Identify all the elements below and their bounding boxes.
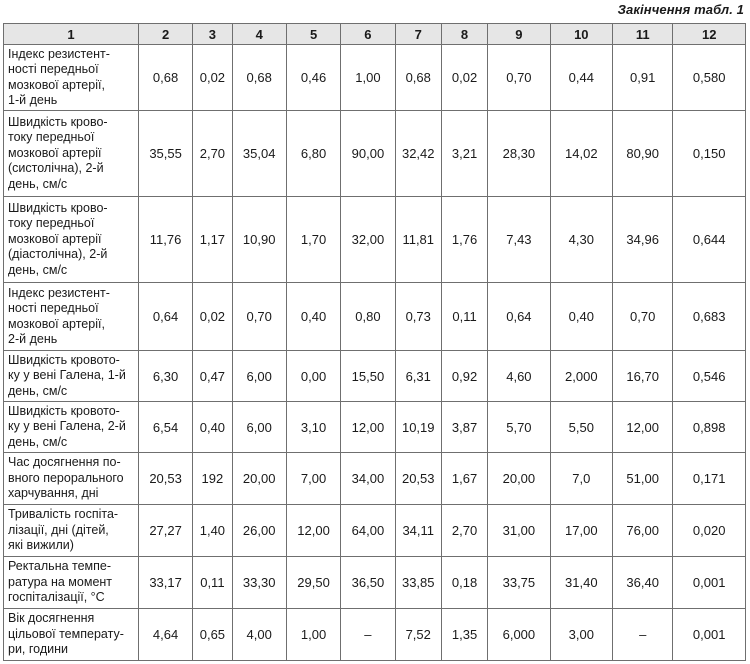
table-cell: 2,000 [550,351,612,402]
table-cell: 0,70 [613,283,673,351]
table-row [4,45,746,111]
table-cell: 0,68 [232,45,286,111]
column-header: 10 [550,24,612,45]
column-header: 4 [232,24,286,45]
table-cell: 16,70 [613,351,673,402]
table-cell: 4,00 [232,609,286,661]
table-cell: 7,43 [488,197,550,283]
table-cell: 1,00 [286,609,340,661]
table-cell: 0,40 [550,283,612,351]
table-cell: 0,73 [395,283,441,351]
table-cell: 7,00 [286,453,340,505]
table-cell: 12,00 [613,402,673,453]
column-header: 7 [395,24,441,45]
table-cell: 5,50 [550,402,612,453]
row-label: Індекс резистент- ності передньої мозкової артерії, 1-й день [4,45,139,111]
table-cell: 0,70 [488,45,550,111]
table-cell: 0,68 [395,45,441,111]
data-table [3,23,746,661]
table-cell: 0,64 [488,283,550,351]
table-cell: 0,91 [613,45,673,111]
table-cell: 29,50 [286,557,340,609]
table-cell: 6,80 [286,111,340,197]
table-cell: 4,30 [550,197,612,283]
table-cell: 0,546 [673,351,746,402]
table-cell: 27,27 [138,505,192,557]
table-cell: 2,70 [193,111,232,197]
table-cell: 34,96 [613,197,673,283]
row-label: Час досягнення по- вного перорального харчування, дні [4,453,139,505]
column-header: 1 [4,24,139,45]
table-cell: 0,898 [673,402,746,453]
table-cell: 31,00 [488,505,550,557]
table-cell: 3,00 [550,609,612,661]
table-cell: 0,46 [286,45,340,111]
table-cell: 0,001 [673,557,746,609]
table-cell: 3,87 [441,402,487,453]
table-cell: 7,52 [395,609,441,661]
table-cell: 36,40 [613,557,673,609]
row-label: Швидкість кровото- ку у вені Галена, 1-й день, см/с [4,351,139,402]
table-cell: 33,75 [488,557,550,609]
table-row [4,197,746,283]
table-cell: 1,40 [193,505,232,557]
table-cell: 0,65 [193,609,232,661]
table-cell: 33,17 [138,557,192,609]
row-label: Ректальна темпе- ратура на момент госпіталізації, °С [4,557,139,609]
table-cell: 20,00 [232,453,286,505]
table-cell: 33,85 [395,557,441,609]
table-cell: 4,64 [138,609,192,661]
table-cell: 7,0 [550,453,612,505]
table-cell: 3,10 [286,402,340,453]
row-label: Тривалість госпіта- лізації, дні (дітей, які вижили) [4,505,139,557]
table-cell: 5,70 [488,402,550,453]
table-cell: 80,90 [613,111,673,197]
table-cell: 32,00 [341,197,395,283]
table-row [4,111,746,197]
table-cell: 0,11 [193,557,232,609]
table-cell: 20,53 [395,453,441,505]
table-cell: 11,76 [138,197,192,283]
table-cell: 64,00 [341,505,395,557]
table-cell: 35,04 [232,111,286,197]
table-cell: – [613,609,673,661]
table-row [4,402,746,453]
table-cell: 76,00 [613,505,673,557]
table-cell: 10,19 [395,402,441,453]
table-cell: 0,02 [193,45,232,111]
table-cell: 0,44 [550,45,612,111]
table-cell: 11,81 [395,197,441,283]
table-cell: 32,42 [395,111,441,197]
row-label: Швидкість крово- току передньої мозкової артерії (систолічна), 2-й день, см/с [4,111,139,197]
table-cell: 51,00 [613,453,673,505]
table-cell: 6,54 [138,402,192,453]
table-cell: 192 [193,453,232,505]
table-cell: 15,50 [341,351,395,402]
table-cell: 10,90 [232,197,286,283]
table-cell: 1,35 [441,609,487,661]
table-cell: 1,67 [441,453,487,505]
column-header: 3 [193,24,232,45]
column-header: 8 [441,24,487,45]
table-cell: 6,30 [138,351,192,402]
table-row [4,609,746,661]
table-cell: 0,92 [441,351,487,402]
table-cell: 20,00 [488,453,550,505]
table-cell: 3,21 [441,111,487,197]
column-header: 12 [673,24,746,45]
column-header: 2 [138,24,192,45]
table-cell: 31,40 [550,557,612,609]
table-cell: 1,76 [441,197,487,283]
table-cell: 34,00 [341,453,395,505]
table-cell: – [341,609,395,661]
table-row [4,283,746,351]
table-cell: 6,00 [232,402,286,453]
table-cell: 2,70 [441,505,487,557]
table-cell: 0,171 [673,453,746,505]
table-cell: 17,00 [550,505,612,557]
table-cell: 20,53 [138,453,192,505]
table-cell: 0,70 [232,283,286,351]
table-row [4,505,746,557]
table-cell: 1,17 [193,197,232,283]
header-row [4,24,746,45]
table-cell: 6,00 [232,351,286,402]
table-cell: 0,644 [673,197,746,283]
table-caption: Закінчення табл. 1 [617,2,744,17]
table-cell: 12,00 [286,505,340,557]
table-cell: 0,80 [341,283,395,351]
table-row [4,453,746,505]
table-cell: 0,47 [193,351,232,402]
column-header: 11 [613,24,673,45]
table-cell: 4,60 [488,351,550,402]
table-cell: 14,02 [550,111,612,197]
table-cell: 36,50 [341,557,395,609]
table-cell: 0,020 [673,505,746,557]
column-header: 9 [488,24,550,45]
column-header: 5 [286,24,340,45]
table-cell: 90,00 [341,111,395,197]
table-cell: 1,70 [286,197,340,283]
table-cell: 0,001 [673,609,746,661]
row-label: Швидкість кровото- ку у вені Галена, 2-й день, см/с [4,402,139,453]
row-label: Вік досягнення цільової температу- ри, години [4,609,139,661]
table-cell: 12,00 [341,402,395,453]
table-cell: 0,150 [673,111,746,197]
row-label: Індекс резистент- ності передньої мозкової артерії, 2-й день [4,283,139,351]
row-label: Швидкість крово- току передньої мозкової артерії (діастолічна), 2-й день, см/с [4,197,139,283]
table-cell: 0,18 [441,557,487,609]
table-cell: 0,40 [286,283,340,351]
table-body [4,45,746,661]
table-row [4,351,746,402]
table-row [4,557,746,609]
table-cell: 0,580 [673,45,746,111]
column-header: 6 [341,24,395,45]
table-cell: 0,02 [193,283,232,351]
table-cell: 0,68 [138,45,192,111]
table-cell: 0,02 [441,45,487,111]
table-cell: 34,11 [395,505,441,557]
table-cell: 0,683 [673,283,746,351]
table-cell: 35,55 [138,111,192,197]
table-cell: 0,40 [193,402,232,453]
table-cell: 6,000 [488,609,550,661]
table-cell: 33,30 [232,557,286,609]
table-cell: 0,64 [138,283,192,351]
table-cell: 28,30 [488,111,550,197]
table-cell: 0,00 [286,351,340,402]
table-cell: 1,00 [341,45,395,111]
table-cell: 0,11 [441,283,487,351]
table-cell: 26,00 [232,505,286,557]
table-cell: 6,31 [395,351,441,402]
